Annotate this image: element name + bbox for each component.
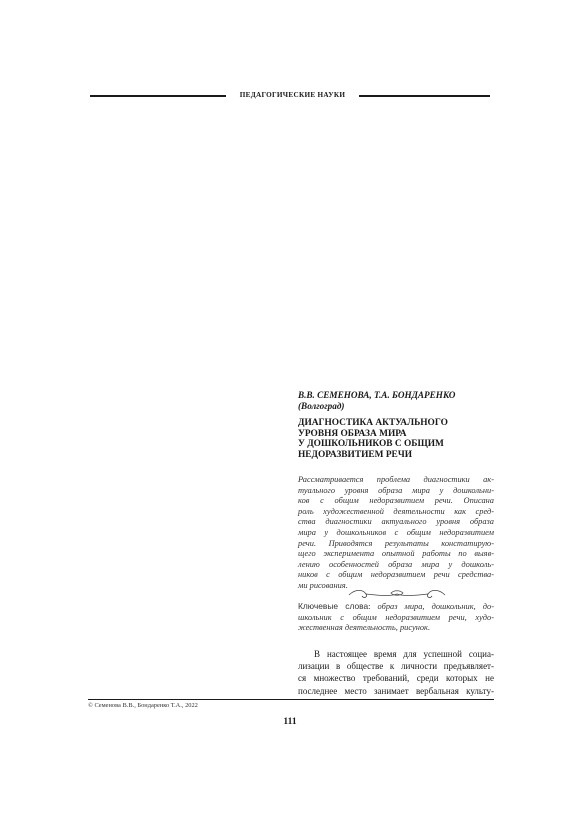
title-line: УРОВНЯ ОБРАЗА МИРА: [298, 428, 407, 439]
header-rule-left: [90, 95, 226, 97]
section-title: ПЕДАГОГИЧЕСКИЕ НАУКИ: [239, 91, 346, 99]
abstract-line: лению особенностей образа мира у дошколь-: [298, 559, 494, 569]
abstract-line: щего эксперимента опытной работы по выяв-: [298, 549, 494, 559]
title-line: У ДОШКОЛЬНИКОВ С ОБЩИМ: [298, 439, 444, 449]
keywords: [298, 601, 494, 634]
article-title: [298, 418, 498, 460]
abstract-line: мира у дошкольников с общим недоразвитием: [298, 527, 494, 537]
keywords-line: Ключевые слова: образ мира, дошкольник, до-: [298, 601, 494, 611]
article-authors-block: [298, 390, 498, 412]
body-line: В настоящее время для успешной социа-: [314, 649, 494, 659]
footer-rule: [88, 699, 494, 700]
article-authors: В.В. СЕМЕНОВА, Т.А. БОНДАРЕНКО: [298, 390, 456, 400]
body-paragraph: [298, 648, 494, 697]
keywords-text: образ мира, дошкольник, до-: [377, 602, 494, 611]
header-rule-right: [359, 95, 490, 97]
author-location: (Волгоград): [298, 401, 345, 411]
abstract-line: ков с общим недоразвитием речи. Описана: [298, 496, 494, 506]
page-number: 111: [283, 717, 297, 727]
abstract-line: роль художественной деятельности как сред-: [298, 506, 494, 516]
body-line: последнее место занимает вербальная культу-: [298, 685, 494, 696]
abstract-line: ства диагностики актуального уровня образа: [298, 517, 494, 527]
abstract: [298, 475, 494, 592]
keywords-line: жественная деятельность, рисунок.: [298, 623, 431, 633]
body-line: лизации в обществе к личности предъявляет-: [298, 661, 494, 672]
copyright: © Семенова В.В., Бондаренко Т.А., 2022: [88, 702, 198, 709]
abstract-line: речи. Приводятся результаты констатирую-: [298, 538, 494, 548]
ornament-divider-icon: [347, 588, 447, 600]
keywords-label: Ключевые слова: [298, 601, 369, 611]
body-line: ся множество требований, среди которых не: [298, 673, 494, 684]
title-line: ДИАГНОСТИКА АКТУАЛЬНОГО: [298, 418, 448, 428]
abstract-line: ми рисования.: [298, 580, 348, 590]
keywords-line: школьник с общим недоразвитием речи, худо-: [298, 612, 494, 622]
abstract-line: Рассматривается проблема диагностики ак-: [298, 475, 494, 484]
abstract-line: ников с общим недоразвитием речи средства-: [298, 570, 494, 580]
abstract-line: туального уровня образа мира у дошкольни-: [298, 485, 494, 495]
title-line: НЕДОРАЗВИТИЕМ РЕЧИ: [298, 449, 412, 460]
running-header: [90, 88, 490, 102]
